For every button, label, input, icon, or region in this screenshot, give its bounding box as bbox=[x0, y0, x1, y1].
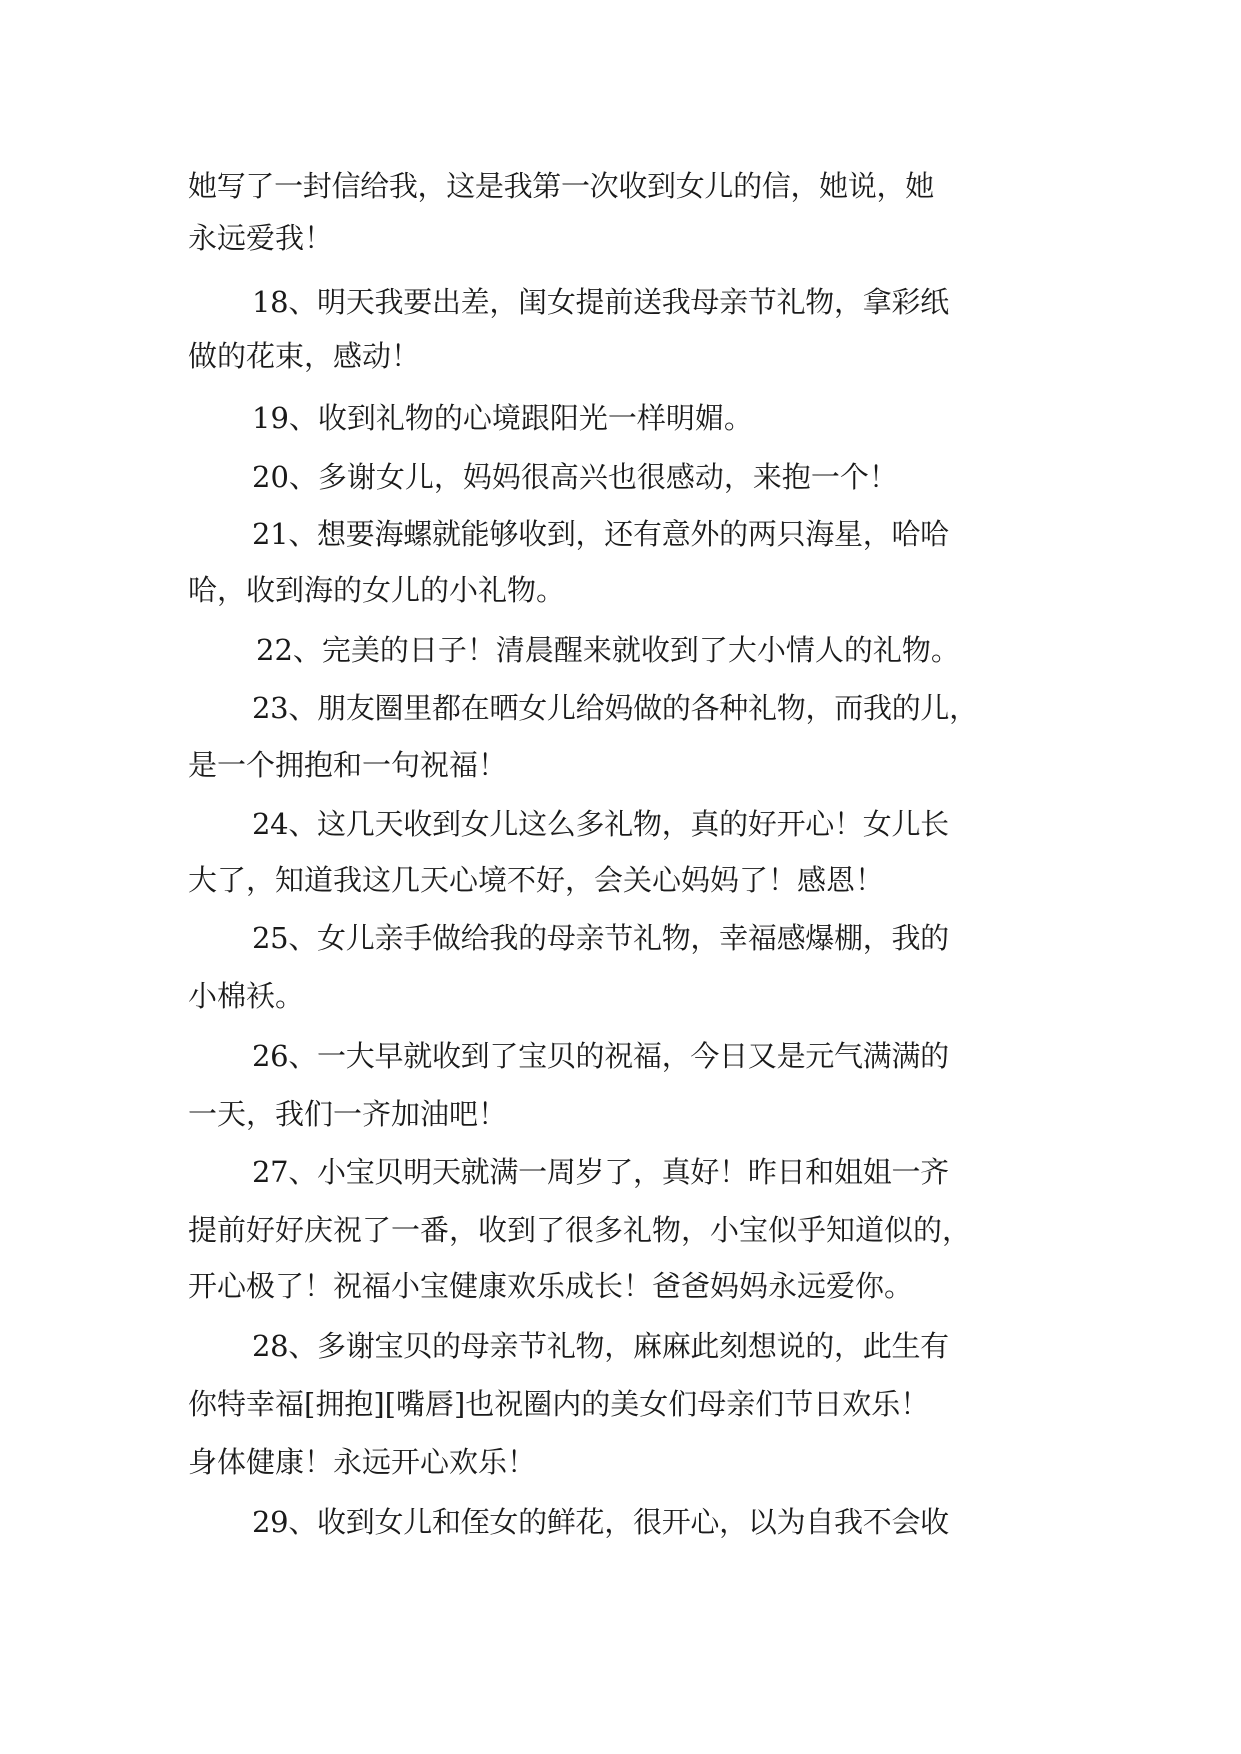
text-line: 做的花束，感动！ bbox=[188, 339, 421, 373]
text-line: 永远爱我！ bbox=[188, 221, 334, 255]
text-line: 24、这几天收到女儿这么多礼物，真的好开心！女儿长 bbox=[252, 807, 949, 841]
text-line: 23、朋友圈里都在晒女儿给妈做的各种礼物，而我的儿， bbox=[252, 691, 978, 725]
text-line: 19、收到礼物的心境跟阳光一样明媚。 bbox=[252, 401, 753, 435]
text-line: 29、收到女儿和侄女的鲜花，很开心，以为自我不会收 bbox=[252, 1505, 949, 1539]
text-line: 提前好好庆祝了一番，收到了很多礼物，小宝似乎知道似的， bbox=[188, 1213, 972, 1247]
text-line: 大了，知道我这几天心境不好，会关心妈妈了！感恩！ bbox=[188, 863, 885, 897]
text-line: 她写了一封信给我，这是我第一次收到女儿的信，她说，她 bbox=[188, 169, 934, 203]
text-line: 一天，我们一齐加油吧！ bbox=[188, 1097, 508, 1131]
text-line: 你特幸福[拥抱][嘴唇]也祝圈内的美女们母亲们节日欢乐！ bbox=[188, 1387, 930, 1421]
text-line: 小棉袄。 bbox=[188, 979, 305, 1013]
text-line: 哈，收到海的女儿的小礼物。 bbox=[188, 573, 566, 607]
text-line: 21、想要海螺就能够收到，还有意外的两只海星，哈哈 bbox=[252, 517, 949, 551]
text-line: 28、多谢宝贝的母亲节礼物，麻麻此刻想说的，此生有 bbox=[252, 1329, 949, 1363]
text-line: 25、女儿亲手做给我的母亲节礼物，幸福感爆棚，我的 bbox=[252, 921, 949, 955]
text-line: 18、明天我要出差，闺女提前送我母亲节礼物，拿彩纸 bbox=[252, 285, 949, 319]
text-line: 22、完美的日子！清晨醒来就收到了大小情人的礼物。 bbox=[256, 633, 960, 667]
text-line: 是一个拥抱和一句祝福！ bbox=[188, 748, 508, 782]
text-line: 26、一大早就收到了宝贝的祝福，今日又是元气满满的 bbox=[252, 1039, 949, 1073]
text-line: 20、多谢女儿，妈妈很高兴也很感动，来抱一个！ bbox=[252, 460, 898, 494]
text-line: 27、小宝贝明天就满一周岁了，真好！昨日和姐姐一齐 bbox=[252, 1155, 949, 1189]
text-line: 开心极了！祝福小宝健康欢乐成长！爸爸妈妈永远爱你。 bbox=[188, 1269, 914, 1303]
text-line: 身体健康！永远开心欢乐！ bbox=[188, 1445, 537, 1479]
